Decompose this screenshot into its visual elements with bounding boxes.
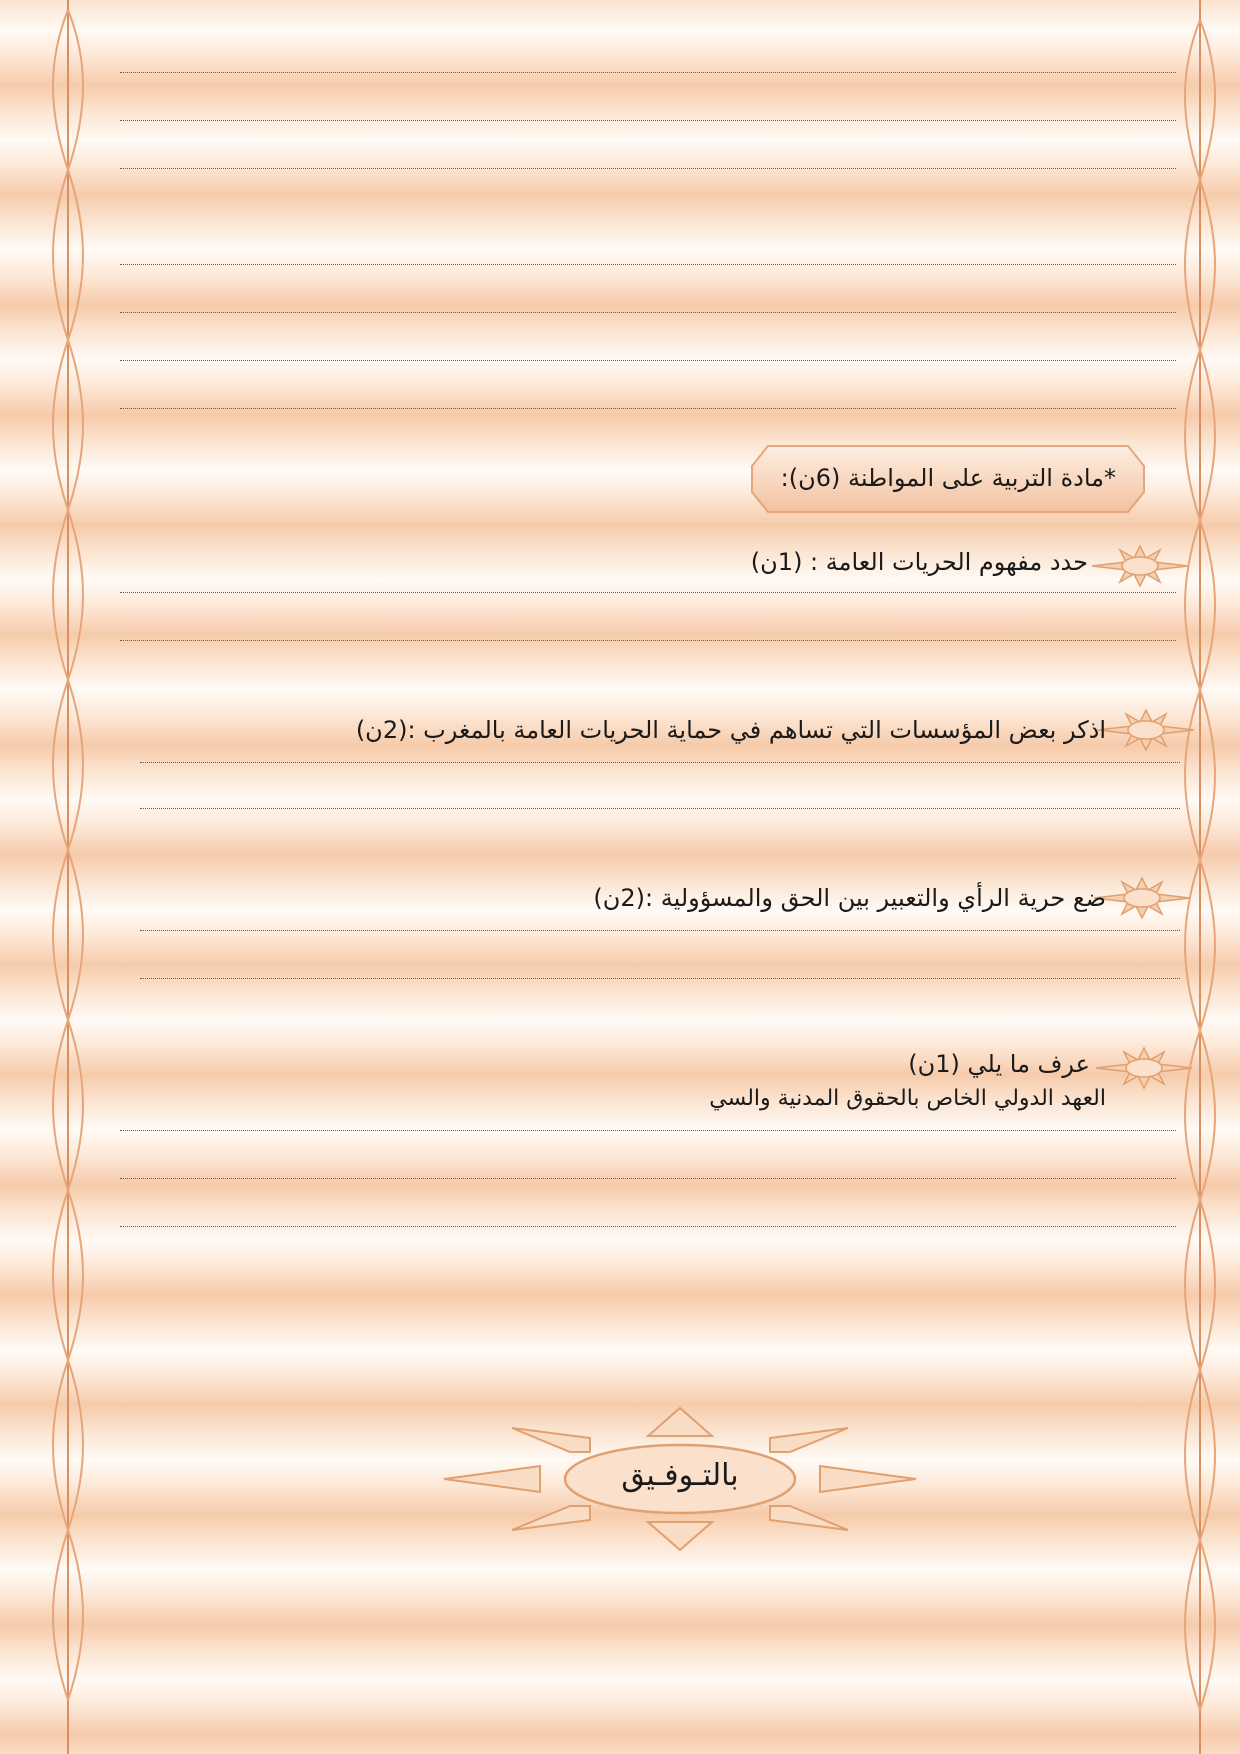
question-4-term: العهد الدولي الخاص بالحقوق المدنية والسي bbox=[709, 1086, 1106, 1111]
left-ornament-border bbox=[48, 0, 88, 1754]
good-luck-badge bbox=[440, 1404, 920, 1554]
answer-line[interactable] bbox=[120, 1178, 1176, 1179]
answer-line[interactable] bbox=[120, 120, 1176, 121]
star-bullet-icon bbox=[1090, 544, 1190, 588]
question-2: اذكر بعض المؤسسات التي تساهم في حماية الحريات العامة بالمغرب :(2ن) bbox=[355, 716, 1106, 744]
answer-line[interactable] bbox=[120, 312, 1176, 313]
star-bullet-icon bbox=[1096, 708, 1196, 752]
answer-line[interactable] bbox=[120, 264, 1176, 265]
section-heading bbox=[750, 444, 1146, 514]
closing-text: بالتـوفـيق bbox=[621, 1458, 739, 1493]
answer-line[interactable] bbox=[140, 808, 1180, 809]
answer-line[interactable] bbox=[140, 762, 1180, 763]
question-4: عرف ما يلي (1ن) bbox=[908, 1050, 1090, 1078]
answer-line[interactable] bbox=[140, 930, 1180, 931]
section-title: *مادة التربية على المواطنة (6ن): bbox=[780, 464, 1116, 492]
star-bullet-icon bbox=[1094, 1046, 1194, 1090]
question-1: حدد مفهوم الحريات العامة : (1ن) bbox=[750, 548, 1088, 576]
answer-line[interactable] bbox=[120, 408, 1176, 409]
answer-line[interactable] bbox=[120, 592, 1176, 593]
answer-line[interactable] bbox=[140, 978, 1180, 979]
answer-line[interactable] bbox=[120, 1130, 1176, 1131]
answer-line[interactable] bbox=[120, 640, 1176, 641]
answer-line[interactable] bbox=[120, 168, 1176, 169]
question-3: ضع حرية الرأي والتعبير بين الحق والمسؤولية :(2ن) bbox=[593, 884, 1106, 912]
answer-line[interactable] bbox=[120, 72, 1176, 73]
answer-line[interactable] bbox=[120, 1226, 1176, 1227]
answer-line[interactable] bbox=[120, 360, 1176, 361]
star-bullet-icon bbox=[1092, 876, 1192, 920]
